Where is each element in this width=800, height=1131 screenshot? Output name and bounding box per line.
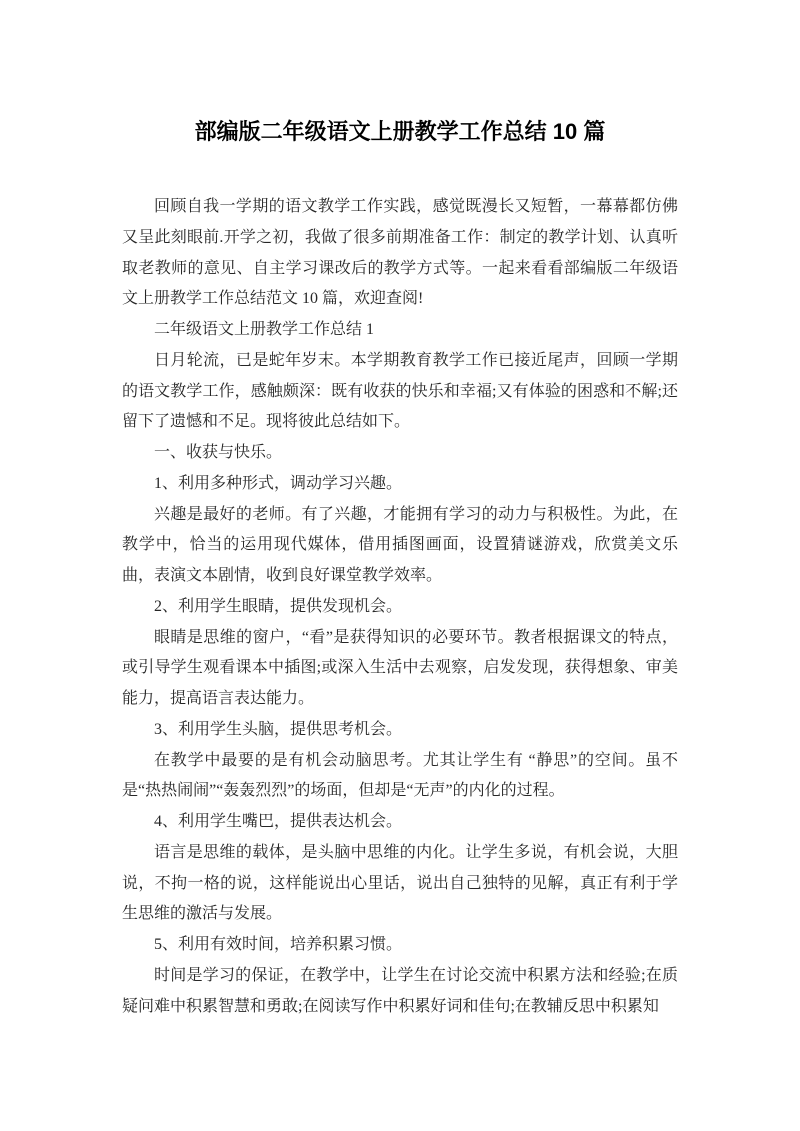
paragraph: 在教学中最要的是有机会动脑思考。尤其让学生有 “静思”的空间。虽不是“热热闹闹”“轰轰烈烈”的场面，但却是“无声”的内化的过程。 (122, 751, 678, 800)
paragraph: 回顾自我一学期的语文教学工作实践，感觉既漫长又短暂，一幕幕都仿佛又呈此刻眼前.开学之初，我做了很多前期准备工作：制定的教学计划、认真听取老教师的意见、自主学习课改后的教学方式等。一起来看看部编版二年级语文上册教学工作总结范文 10 篇，欢迎查阅! (122, 198, 678, 308)
paragraph: 5、利用有效时间，培养积累习惯。 (154, 936, 403, 953)
paragraph: 1、利用多种形式，调动学习兴趣。 (154, 474, 403, 492)
document-title: 部编版二年级语文上册教学工作总结 10 篇 (194, 119, 606, 144)
paragraph: 一、收获与快乐。 (154, 444, 283, 461)
paragraph: 时间是学习的保证，在教学中，让学生在讨论交流中积累方法和经验;在质疑问难中积累智慧和勇敢;在阅读写作中积累好词和佳句;在教辅反思中积累知 (122, 966, 678, 1015)
paragraph: 语言是思维的载体，是头脑中思维的内化。让学生多说，有机会说，大胆说，不拘一格的说，这样能说出心里话，说出自己独特的见解，真正有利于学生思维的激活与发展。 (122, 843, 678, 923)
paragraph: 日月轮流，已是蛇年岁末。本学期教育教学工作已接近尾声，回顾一学期的语文教学工作，感触颇深：既有收获的快乐和幸福;又有体验的困惑和不解;还留下了遗憾和不足。现将彼此总结如下。 (122, 351, 678, 431)
paragraph: 4、利用学生嘴巴，提供表达机会。 (154, 813, 403, 830)
paragraph: 二年级语文上册教学工作总结 1 (154, 321, 375, 338)
paragraph: 兴趣是最好的老师。有了兴趣，才能拥有学习的动力与积极性。为此，在教学中，恰当的运用现代媒体，借用插图画面，设置猜谜游戏，欣赏美文乐曲，表演文本剧情，收到良好课堂教学效率。 (122, 505, 678, 584)
paragraph: 2、利用学生眼睛，提供发现机会。 (154, 597, 403, 615)
document-body (122, 192, 678, 1022)
paragraph: 眼睛是思维的窗户，“看”是获得知识的必要环节。教者根据课文的特点，或引导学生观看课本中插图;或深入生活中去观察，启发发现，获得想象、审美能力，提高语言表达能力。 (122, 628, 678, 707)
paragraph: 3、利用学生头脑，提供思考机会。 (154, 720, 403, 738)
